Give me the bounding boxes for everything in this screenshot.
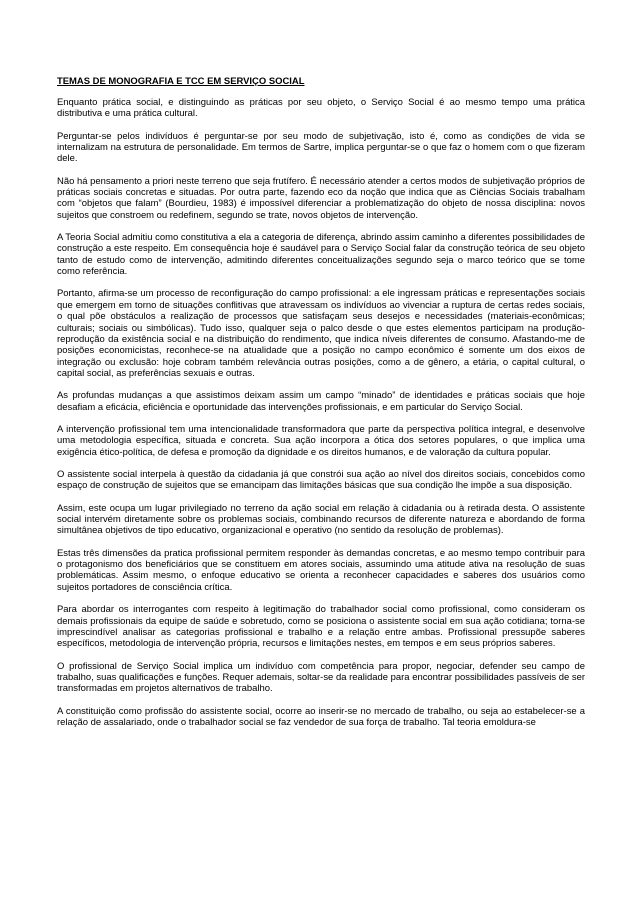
paragraph-1: Enquanto prática social, e distinguindo as práticas por seu objeto, o Serviço Social é ao mesmo tempo uma prática distributiva e uma prática cultural.: [57, 96, 585, 120]
paragraph-8: O assistente social interpela à questão da cidadania já que constrói sua ação ao nível dos direitos sociais, concebidos como espaço de construção de sujeitos que se emancipam das limitações básicas que sua condição lhe impõe a sua disposição.: [57, 469, 585, 492]
paragraph-9: Assim, este ocupa um lugar privilegiado no terreno da ação social em relação à cidadania ou à retirada desta. O assistente social intervém diretamente sobre os problemas sociais, combinando recursos de diferente natureza e abordando de forma simultânea objetivos de tipo educativo, organizacional e operativo (no sentido da resolução de problemas).: [57, 502, 585, 537]
paragraph-5: Portanto, afirma-se um processo de reconfiguração do campo profissional: a ele ingressam práticas e representações sociais que emergem em torno de situações conflitivas que atravessam os indivíduos ao vivenciar a ruptura de certas redes sociais, o qual põe obstáculos a realização de processos que satisfaçam seus desejos e necessidades (materiais-econômicas; culturais; sociais ou simbólicas). Tudo isso, qualquer seja o palco desde o que estes elementos participam na produção-reprodução da existência social e na distribuição do rendimento, que indica níveis diferentes de consumo. Afastando-me de posições economicistas, reconhece-se na atualidade que a posição no campo econômico é somente um dos eixos de integração ou exclusão: hoje cobram também relevância outras posições, como a de gênero, a etária, o capital cultural, o capital social, as preferências sexuais e outras.: [57, 288, 585, 380]
document-page: [57, 76, 585, 739]
paragraph-2: Perguntar-se pelos indivíduos é perguntar-se por seu modo de subjetivação, isto é, como as condições de vida se internalizam na estrutura de personalidade. Em termos de Sartre, implica perguntar-se o que faz o homem com o que fizeram dele.: [57, 130, 585, 165]
paragraph-6: As profundas mudanças a que assistimos deixam assim um campo “minado” de identidades e práticas sociais que hoje desafiam a eficácia, eficiência e oportunidade das intervenções profissionais, e em particular do Serviço Social.: [57, 390, 585, 413]
paragraph-11: Para abordar os interrogantes com respeito à legitimação do trabalhador social como profissional, como consideram os demais profissionais da equipe de saúde e sobretudo, como se posiciona o assistente social em sua ação cotidiana; torna-se imprescindível analisar as categorias profissional e trabalho e a relação entre ambas. Profissional pressupõe saberes específicos, metodologia de intervenção própria, recursos e limitações nestes, em tempos e em seus próprios saberes.: [57, 604, 585, 650]
paragraph-10: Estas três dimensões da pratica profissional permitem responder às demandas concretas, e ao mesmo tempo contribuir para o protagonismo dos beneficiários que se constituem em atores sociais, assumindo uma atitude ativa na resolução de suas problemáticas. Assim mesmo, o enfoque educativo se orienta a reconhecer capacidades e saberes dos usuários como sujeitos portadores de consciência crítica.: [57, 547, 585, 593]
paragraph-3: Não há pensamento a priori neste terreno que seja frutífero. É necessário atender a certos modos de subjetivação próprios de práticas sociais concretas e situadas. Por outra parte, fazendo eco da noção que indica que as Ciências Sociais trabalham com “objetos que falam” (Bourdieu, 1983) é impossível diferenciar a problematização do objeto de nossa disciplina: novos sujeitos que constroem ou redefinem, segundo se trate, novos objetos de intervenção.: [57, 175, 585, 221]
paragraph-7: A intervenção profissional tem uma intencionalidade transformadora que parte da perspectiva política integral, e desenvolve uma metodologia específica, situada e concreta. Sua ação incorpora a ótica dos setores populares, o que implica uma exigência ético-política, de defesa e promoção da dignidade e os direitos humanos, e de valoração da cultura popular.: [57, 424, 585, 458]
paragraph-13: A constituição como profissão do assistente social, ocorre ao inserir-se no mercado de trabalho, ou seja ao estabelecer-se a relação de assalariado, onde o trabalhador social se faz vendedor de sua força de trabalho. Tal teoria emoldura-se: [57, 705, 585, 728]
paragraph-12: O profissional de Serviço Social implica um indivíduo com competência para propor, negociar, defender seu campo de trabalho, suas qualificações e funções. Requer ademais, soltar-se da realidade para encontrar possibilidades passíveis de ser transformadas em projetos alternativos de trabalho.: [57, 660, 585, 695]
document-title: TEMAS DE MONOGRAFIA E TCC EM SERVIÇO SOCIAL: [57, 76, 305, 87]
paragraph-4: A Teoria Social admitiu como constitutiva a ela a categoria de diferença, abrindo assim caminho a diferentes possibilidades de construção a este respeito. Em consequência hoje é saudável para o Serviço Social falar da construção teórica de seu objeto tanto de estudo como de intervenção, admitindo diferentes conceitualizações segundo seja o marco teórico que se tome como referência.: [57, 231, 585, 278]
